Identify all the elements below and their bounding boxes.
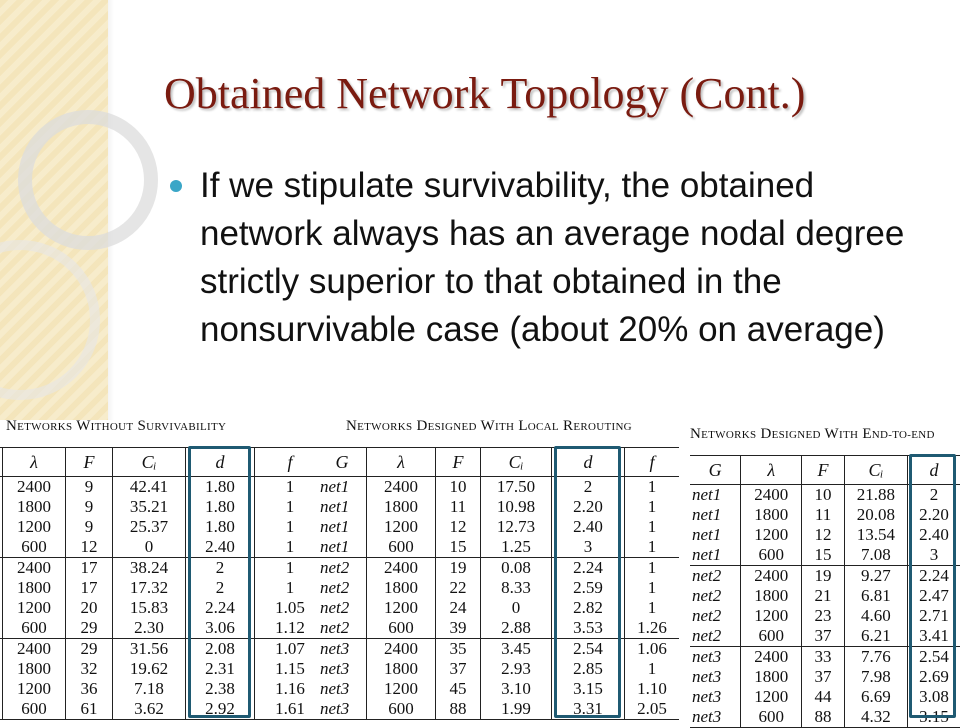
bullet-text: If we stipulate survivability, the obtained network always has an average nodal degree strictly superior to that obtained in the nonsurvivable case (about 20% on average) [200,166,905,349]
table-cell: 4.60 [844,606,907,626]
table-cell: 3 [552,537,625,558]
table-cell: 2400 [741,485,802,506]
highlight-box-d-column [554,446,621,719]
table-cell: 2.85 [552,659,625,679]
table-cell: 1 [255,537,326,558]
bullet-item [170,162,940,354]
table-cell: 1 [625,537,680,558]
table-cell: 1.80 [186,497,255,517]
table-cell: 61 [66,699,113,720]
table-cell: 4.32 [844,707,907,728]
table-cell: 2.71 [907,606,960,626]
table-cell: 2.88 [481,618,552,639]
table-cell: 2 [186,578,255,598]
table-cell: 2.24 [186,598,255,618]
table-cell: 600 [741,545,802,566]
table-cell: net2 [318,618,367,639]
table-cell: 1800 [3,497,66,517]
table-cell: 17.32 [113,578,186,598]
table-cell: 1800 [367,578,436,598]
table-cell: 1 [255,477,326,498]
table-cell: 7.18 [113,679,186,699]
table-cell: 1.10 [625,679,680,699]
table-cell: 15 [802,545,845,566]
table-cell: 37 [802,667,845,687]
table-cell: 2.40 [907,525,960,545]
table-cell: 1 [625,659,680,679]
table-cell: 2.40 [186,537,255,558]
table-cell: 1200 [367,598,436,618]
table-cell: 15.83 [113,598,186,618]
table-cell: 2.40 [552,517,625,537]
table-cell: 3.53 [552,618,625,639]
table-cell: 2.30 [113,618,186,639]
table-cell: 1 [625,477,680,498]
table-cell: 2.69 [907,667,960,687]
table-cell: 17 [66,558,113,579]
table-row [0,598,325,618]
table-cell: 7.08 [844,545,907,566]
table-cell: 3.15 [552,679,625,699]
table-row [0,558,325,579]
table-cell: 0.08 [481,558,552,579]
column-header: Cᵢ [481,448,552,477]
table-cell: 2 [907,485,960,506]
table-cell: 42.41 [113,477,186,498]
table-cell: 24 [436,598,481,618]
column-header: d [907,456,960,485]
table-cell: 1 [255,497,326,517]
table-cell: 1.12 [255,618,326,639]
table-cell: net1 [320,497,350,516]
column-header: λ [367,448,436,477]
highlight-box-d-column [909,454,956,719]
column-header: f [255,448,326,477]
table-cell: 1200 [741,606,802,626]
table-row [0,497,325,517]
table-cell: 2 [552,477,625,498]
table-cell: 1.07 [255,639,326,660]
table-cell: 12.73 [481,517,552,537]
table-cell: 35.21 [113,497,186,517]
table-caption: NETWORKS DESIGNED WITH LOCAL REROUTING [346,418,632,434]
table-cell: net1 [318,537,367,558]
table-cell: 21.88 [844,485,907,506]
table-cell: 88 [802,707,845,728]
table-cell: 3.08 [907,687,960,707]
bullet-dot-icon [170,180,182,192]
table-cell: 3.06 [186,618,255,639]
table-cell: 32 [66,659,113,679]
table-row [0,477,325,498]
table-cell: 37 [436,659,481,679]
decorative-ring [18,110,158,250]
table-cell: 1.80 [186,517,255,537]
table-cell: 600 [3,537,66,558]
table-cell: 1800 [741,505,802,525]
table-cell: net3 [320,679,350,698]
table-cell: 12 [802,525,845,545]
table-row [0,639,325,660]
table-cell: 25.37 [113,517,186,537]
table-cell: 1200 [367,517,436,537]
table-cell: 1800 [3,659,66,679]
table-row [318,639,679,660]
table-row [0,517,325,537]
data-table [0,447,325,720]
table-cell: net2 [690,626,741,647]
table-cell: 1800 [3,578,66,598]
table-cell: net3 [692,667,722,686]
table-cell: 600 [367,699,436,720]
table-cell: 600 [741,707,802,728]
table-cell: 2.08 [186,639,255,660]
table-cell: net2 [692,566,722,585]
table-cell: 2.20 [552,497,625,517]
column-header: λ [3,448,66,477]
table-cell: 3 [907,545,960,566]
table-row [318,477,679,498]
table-cell: net2 [692,606,722,625]
table-cell: 1800 [741,586,802,606]
table-caption: NETWORKS WITHOUT SURVIVABILITY [6,418,227,434]
table-caption: NETWORKS DESIGNED WITH END-TO-END [690,426,935,442]
table-cell: 600 [3,618,66,639]
table-cell: 29 [66,639,113,660]
table-cell: 3.31 [552,699,625,720]
table-cell: 6.81 [844,586,907,606]
table-cell: 12 [436,517,481,537]
table-cell: 36 [66,679,113,699]
table-cell: net1 [320,477,350,496]
table-cell: 10 [802,485,845,506]
table-row [318,618,679,639]
table-cell: 0 [113,537,186,558]
data-table [318,447,679,720]
table-cell: 1200 [3,598,66,618]
table-row [318,578,679,598]
table-cell: 20.08 [844,505,907,525]
table-cell: 1.06 [625,639,680,660]
table-cell: 600 [3,699,66,720]
table-cell: net1 [690,545,741,566]
table-cell: 1.25 [481,537,552,558]
table-cell: 3.41 [907,626,960,647]
table-cell: 1.05 [255,598,326,618]
table-row [318,558,679,579]
table-cell: 21 [802,586,845,606]
column-header: d [552,448,625,477]
table-cell: 2.93 [481,659,552,679]
table-cell: 2.24 [552,558,625,579]
table-cell: 0 [481,598,552,618]
table-cell: 44 [802,687,845,707]
table-row [318,517,679,537]
table-cell: 29 [66,618,113,639]
table-cell: net1 [692,485,722,504]
highlight-box-d-column [188,446,251,719]
table-cell: 1800 [741,667,802,687]
table-cell: net2 [692,586,722,605]
table-cell: 11 [436,497,481,517]
table-cell: net3 [692,647,722,666]
table-cell: 38.24 [113,558,186,579]
table-row [0,679,325,699]
column-header: F [436,448,481,477]
table-row [318,598,679,618]
table-cell: 15 [436,537,481,558]
table-cell: 1 [255,558,326,579]
table-cell: 600 [367,618,436,639]
table-cell: 1 [255,578,326,598]
table-row [318,659,679,679]
table-cell: 19 [436,558,481,579]
table-cell: 2400 [367,639,436,660]
table-cell: 7.76 [844,647,907,668]
table-cell: 1.16 [255,679,326,699]
table-header-row [0,448,325,477]
table-cell: net1 [692,505,722,524]
table-cell: net3 [690,707,741,728]
table-cell: 37 [802,626,845,647]
table-cell: net2 [320,558,350,577]
table-cell: 1 [625,497,680,517]
table-cell: net1 [320,517,350,536]
table-cell: net2 [320,578,350,597]
table-row [0,659,325,679]
table-row [0,537,325,558]
table-cell: 1.99 [481,699,552,720]
table-cell: 1 [625,558,680,579]
table-without-survivability [0,418,325,720]
table-cell: 2.47 [907,586,960,606]
table-cell: 10.98 [481,497,552,517]
table-cell: 17.50 [481,477,552,498]
table-cell: 2400 [367,477,436,498]
table-cell: 6.69 [844,687,907,707]
table-cell: 2.38 [186,679,255,699]
table-cell: 2.59 [552,578,625,598]
column-header: λ [741,456,802,485]
column-header: G [318,448,367,477]
table-cell: 600 [741,626,802,647]
table-cell: 600 [367,537,436,558]
table-cell: 1 [625,517,680,537]
table-cell: 1.80 [186,477,255,498]
table-cell: 88 [436,699,481,720]
table-cell: 9 [66,517,113,537]
table-cell: 1.15 [255,659,326,679]
table-row [0,618,325,639]
table-cell: 35 [436,639,481,660]
table-cell: 11 [802,505,845,525]
table-cell: 1800 [367,497,436,517]
table-cell: 2.05 [625,699,680,720]
table-row [318,699,679,720]
table-cell: 2400 [3,477,66,498]
table-cell: net3 [320,639,350,658]
table-cell: 3.15 [907,707,960,728]
table-cell: 2 [186,558,255,579]
table-row [0,578,325,598]
table-cell: 2400 [741,647,802,668]
table-cell: 33 [802,647,845,668]
table-cell: net3 [320,659,350,678]
column-header: F [802,456,845,485]
table-cell: 10 [436,477,481,498]
column-header: Cᵢ [113,448,186,477]
table-local-rerouting [318,418,679,720]
table-cell: 1 [625,598,680,618]
table-cell: 2.54 [552,639,625,660]
table-cell: 2.20 [907,505,960,525]
table-cell: 2400 [741,566,802,587]
table-cell: 3.10 [481,679,552,699]
table-cell: 20 [66,598,113,618]
table-cell: 31.56 [113,639,186,660]
table-cell: 2.54 [907,647,960,668]
table-cell: 1200 [3,517,66,537]
table-cell: 7.98 [844,667,907,687]
table-cell: 17 [66,578,113,598]
column-header: Cᵢ [844,456,907,485]
column-header: f [625,448,680,477]
table-cell: 1 [625,578,680,598]
table-cell: 19 [802,566,845,587]
table-cell: 1200 [3,679,66,699]
table-cell: 9 [66,477,113,498]
table-cell: 9 [66,497,113,517]
table-cell: 2400 [3,558,66,579]
slide-title: Obtained Network Topology (Cont.) [164,69,806,118]
table-cell: 39 [436,618,481,639]
table-cell: 2.92 [186,699,255,720]
table-cell: 12 [66,537,113,558]
table-cell: 6.21 [844,626,907,647]
table-cell: 8.33 [481,578,552,598]
table-cell: net3 [318,699,367,720]
table-cell: 1200 [741,687,802,707]
table-header-row [318,448,679,477]
table-cell: 2.31 [186,659,255,679]
table-cell: 45 [436,679,481,699]
table-cell: 2.24 [907,566,960,587]
table-cell: 2400 [3,639,66,660]
table-cell: 1800 [367,659,436,679]
table-cell: 22 [436,578,481,598]
table-cell: 23 [802,606,845,626]
table-cell: 3.45 [481,639,552,660]
table-cell: net1 [692,525,722,544]
table-cell: 2400 [367,558,436,579]
column-header: d [186,448,255,477]
table-cell: 1 [255,517,326,537]
table-row [318,679,679,699]
table-cell: 1200 [367,679,436,699]
table-cell: 9.27 [844,566,907,587]
table-cell: net3 [692,687,722,706]
table-row [318,537,679,558]
table-cell: net2 [320,598,350,617]
table-cell: 3.62 [113,699,186,720]
table-cell: 1.61 [255,699,326,720]
column-header: G [690,456,741,485]
table-cell: 1200 [741,525,802,545]
table-row [318,497,679,517]
table-cell: 13.54 [844,525,907,545]
table-cell: 2.82 [552,598,625,618]
table-cell: 19.62 [113,659,186,679]
table-cell: 1.26 [625,618,680,639]
table-row [0,699,325,720]
column-header: F [66,448,113,477]
